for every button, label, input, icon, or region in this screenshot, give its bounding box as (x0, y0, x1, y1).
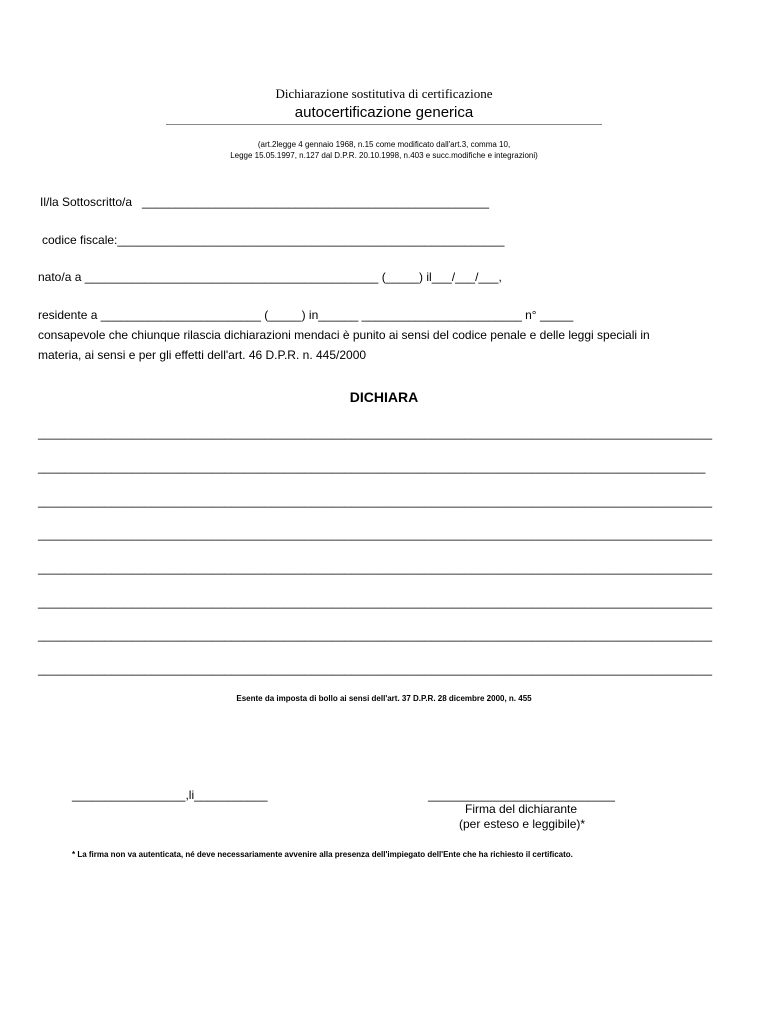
document-subtitle: autocertificazione generica (294, 104, 474, 121)
legal-reference-line-2: Legge 15.05.1997, n.127 dal D.P.R. 20.10.1998, n.403 e succ.modifiche e integrazioni) (230, 151, 538, 160)
footnote: * La firma non va autenticata, né deve necessariamente avvenire alla presenza dell'impiegato dell'Ente che ha richiesto il certificato. (72, 850, 573, 859)
signature-label: Firma del dichiarante (465, 802, 578, 816)
declaration-line[interactable]: _____________________________________________________________________________________________________ (38, 426, 713, 440)
signature-line[interactable]: ____________________________ (428, 788, 615, 802)
declaration-line[interactable]: _____________________________________________________________________________________________________ (38, 595, 713, 609)
declaration-line[interactable]: _____________________________________________________________________________________________________ (38, 561, 713, 575)
dichiara-heading: DICHIARA (349, 389, 419, 405)
residence-field[interactable]: residente a ________________________ (_____) in______ ________________________ n° _____ (38, 308, 574, 322)
birthplace-field[interactable]: nato/a a ____________________________________________ (_____) il___/___/___, (38, 270, 502, 284)
declaration-line[interactable]: ____________________________________________________________________________________________________ (38, 460, 706, 474)
legal-reference-line-1: (art.2legge 4 gennaio 1968, n.15 come modificato dall'art.3, comma 10, (257, 140, 511, 149)
codice-fiscale-field[interactable]: codice fiscale:__________________________________________________________ (42, 233, 505, 247)
declaration-line[interactable]: _____________________________________________________________________________________________________ (38, 628, 713, 642)
statement-line-1: consapevole che chiunque rilascia dichiarazioni mendaci è punito ai sensi del codice penale e delle leggi speciali in (38, 328, 650, 342)
declaration-line[interactable]: _____________________________________________________________________________________________________ (38, 527, 713, 541)
sottoscritto-field[interactable]: Il/la Sottoscritto/a ____________________________________________________ (40, 195, 490, 209)
signature-note: (per esteso e leggibile)* (459, 817, 586, 831)
declaration-line[interactable]: _____________________________________________________________________________________________________ (38, 494, 713, 508)
place-date-field[interactable]: _________________,li___________ (72, 788, 268, 802)
declaration-line[interactable]: _____________________________________________________________________________________________________ (38, 662, 713, 676)
document-title: Dichiarazione sostitutiva di certificazione (275, 86, 493, 101)
statement-line-2: materia, ai sensi e per gli effetti dell'art. 46 D.P.R. n. 445/2000 (38, 348, 367, 362)
title-underline (166, 124, 602, 125)
stamp-duty-exemption-note: Esente da imposta di bollo ai sensi dell'art. 37 D.P.R. 28 dicembre 2000, n. 455 (236, 694, 532, 703)
